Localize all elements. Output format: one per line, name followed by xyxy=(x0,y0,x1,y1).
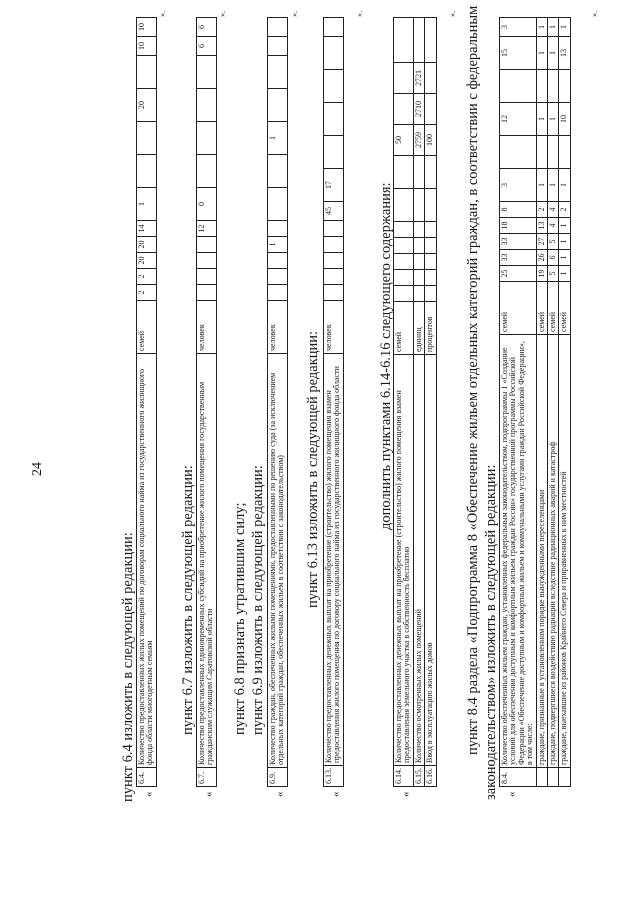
value-cell xyxy=(197,269,217,285)
value-cell xyxy=(394,156,414,189)
value-cell xyxy=(394,270,414,286)
value-cell xyxy=(268,221,288,237)
value-cell xyxy=(324,253,344,269)
value-cell xyxy=(413,222,424,238)
value-cell xyxy=(268,89,288,122)
value-cell xyxy=(413,156,424,189)
row-unit: процентов xyxy=(425,302,436,355)
quote-open: « xyxy=(400,791,412,797)
value-cell: 1 xyxy=(536,18,547,37)
value-cell xyxy=(268,18,288,37)
caption-6-9: пункт 6.9 изложить в следующей редакции: xyxy=(250,465,266,735)
value-cell xyxy=(324,237,344,253)
quote-open: « xyxy=(274,791,286,797)
row-unit: семей xyxy=(547,282,558,335)
value-cell xyxy=(324,37,344,70)
caption-6-13: пункт 6.13 изложить в следующей редакции: xyxy=(305,330,321,608)
row-number: 6.7. xyxy=(197,768,217,787)
value-cell: 4 xyxy=(547,218,558,234)
value-cell: 12 xyxy=(500,103,537,136)
value-cell: 27 xyxy=(536,234,547,250)
table-row xyxy=(547,18,558,787)
value-cell xyxy=(394,18,414,63)
value-cell: 45 xyxy=(324,202,344,221)
value-cell: 1 xyxy=(559,218,570,234)
quote-open: « xyxy=(143,791,155,797)
table-row xyxy=(425,18,436,787)
value-cell xyxy=(500,136,537,169)
table-6-13 xyxy=(323,17,344,787)
value-cell: 14 xyxy=(137,221,157,237)
value-cell: 17 xyxy=(324,169,344,202)
value-cell: 50 xyxy=(394,125,414,156)
value-cell xyxy=(197,89,217,122)
value-cell xyxy=(197,56,217,89)
quote-open: « xyxy=(330,791,342,797)
value-cell xyxy=(536,70,547,103)
row-name: Количество обеспеченных жильем граждан, установленных федеральным законодательством, подпрограммы 1 «Создание условий для обеспечения доступным и комфортным жильем граждан России» государственной программы Российской Федерации «Обеспечение доступным и комфортным жильем и коммунальными услугами граждан Российской Федерации», в том числе: xyxy=(500,335,537,768)
value-cell: 20 xyxy=(137,237,157,253)
row-name: Количество предоставленных жилых помещений по договорам социального найма из государственного жилищного фонда области многодетным семьям xyxy=(137,354,157,768)
value-cell: 2 xyxy=(137,285,157,301)
value-cell xyxy=(268,253,288,269)
value-cell xyxy=(324,269,344,285)
value-cell xyxy=(413,286,424,302)
value-cell xyxy=(425,254,436,270)
value-cell xyxy=(394,222,414,238)
table-row xyxy=(413,18,424,787)
value-cell: 6 xyxy=(547,250,558,266)
value-cell: 20 xyxy=(137,89,157,122)
quote-open: « xyxy=(506,791,518,797)
value-cell xyxy=(197,155,217,188)
row-number xyxy=(559,768,570,787)
caption-8-4-line2: законодательством» изложить в следующей редакции: xyxy=(483,464,499,800)
value-cell: 1 xyxy=(268,122,288,155)
value-cell: 1 xyxy=(536,103,547,136)
row-name: граждане, выехавшие из районов Крайнего Севера и приравненных к ним местностей xyxy=(559,335,570,768)
value-cell: 33 xyxy=(500,234,537,250)
value-cell xyxy=(324,18,344,37)
table-row xyxy=(559,18,570,787)
value-cell xyxy=(425,63,436,94)
row-unit: человек xyxy=(324,301,344,354)
caption-6-4: пункт 6.4 изложить в следующей редакции: xyxy=(120,532,136,802)
row-name: Количество осмотренных жилых помещений xyxy=(413,355,424,766)
row-unit: семей xyxy=(500,282,537,335)
row-number xyxy=(547,768,558,787)
row-number: 6.15. xyxy=(413,766,424,787)
row-number: 6.14. xyxy=(394,766,414,787)
value-cell: 2759 xyxy=(413,125,424,156)
row-number: 8.4. xyxy=(500,768,537,787)
value-cell: 33 xyxy=(500,250,537,266)
table-row xyxy=(394,18,414,787)
row-name: Количество предоставленных единовременных субсидий на приобретение жилого помещения государственным гражданским служащим Саратовской области xyxy=(197,354,217,768)
value-cell xyxy=(137,122,157,155)
value-cell xyxy=(413,270,424,286)
value-cell: 1 xyxy=(547,37,558,70)
value-cell xyxy=(324,103,344,136)
value-cell xyxy=(559,136,570,169)
value-cell xyxy=(197,237,217,253)
row-number xyxy=(536,768,547,787)
value-cell: 5 xyxy=(547,234,558,250)
value-cell: 4 xyxy=(547,202,558,218)
value-cell xyxy=(268,269,288,285)
value-cell xyxy=(268,285,288,301)
quote-close: ». xyxy=(355,11,364,17)
quote-close: ». xyxy=(590,11,599,17)
row-unit: семей xyxy=(536,282,547,335)
value-cell xyxy=(413,18,424,63)
row-unit: семей xyxy=(394,302,414,355)
value-cell: 5 xyxy=(547,266,558,282)
value-cell: 100 xyxy=(425,125,436,156)
table-row xyxy=(500,18,537,787)
value-cell xyxy=(547,70,558,103)
table-row xyxy=(324,18,344,787)
value-cell xyxy=(425,189,436,222)
row-name: Количество предоставленных денежных выплат на приобретение (строительство) жилого помещения взамен предоставления жилого помещения по договору социального найма из государственного жилищного фонда области xyxy=(324,354,344,766)
value-cell xyxy=(324,70,344,103)
value-cell: 1 xyxy=(559,169,570,202)
value-cell: 3 xyxy=(500,18,537,37)
quote-close: ». xyxy=(158,11,167,17)
value-cell: 13 xyxy=(536,218,547,234)
quote-close: ». xyxy=(218,11,227,17)
value-cell: 15 xyxy=(500,37,537,70)
value-cell: 10 xyxy=(137,18,157,37)
value-cell: 1 xyxy=(547,169,558,202)
value-cell xyxy=(324,136,344,169)
table-6-9 xyxy=(267,17,288,787)
row-name: граждане, признанные в установленном порядке вынужденными переселенцами xyxy=(536,335,547,768)
value-cell: 1 xyxy=(547,18,558,37)
value-cell xyxy=(559,70,570,103)
quote-open: « xyxy=(203,791,215,797)
value-cell: 10 xyxy=(137,37,157,56)
quote-close: ». xyxy=(290,11,299,17)
page-number: 24 xyxy=(30,462,45,476)
value-cell xyxy=(413,238,424,254)
value-cell: 3 xyxy=(500,169,537,202)
row-name: Количество предоставленных денежных выплат на приобретение (строительство) жилого помещения взамен предоставления земельного участка в собственность бесплатно xyxy=(394,355,414,766)
table-6-14-6-16 xyxy=(393,17,437,787)
value-cell xyxy=(324,285,344,301)
value-cell xyxy=(268,155,288,188)
value-cell xyxy=(425,156,436,189)
value-cell: 1 xyxy=(559,18,570,37)
value-cell xyxy=(394,254,414,270)
row-number: 6.4. xyxy=(137,768,157,787)
row-unit: семей xyxy=(559,282,570,335)
table-row xyxy=(536,18,547,787)
caption-8-4-line1: пункт 8.4 раздела «Подпрограмма 8 «Обеспечение жильем отдельных категорий граждан, в соответствии с федеральным xyxy=(465,5,481,755)
row-number: 6.13. xyxy=(324,766,344,787)
value-cell: 1 xyxy=(559,250,570,266)
value-cell xyxy=(425,18,436,63)
table-row xyxy=(137,18,157,787)
table-8-4 xyxy=(499,17,571,787)
value-cell xyxy=(413,254,424,270)
value-cell: 19 xyxy=(536,266,547,282)
row-unit: человек xyxy=(197,301,217,354)
value-cell xyxy=(324,221,344,237)
value-cell xyxy=(425,270,436,286)
value-cell: 1 xyxy=(268,237,288,253)
value-cell xyxy=(197,285,217,301)
value-cell xyxy=(394,189,414,222)
value-cell xyxy=(197,253,217,269)
value-cell xyxy=(197,122,217,155)
value-cell xyxy=(137,155,157,188)
value-cell: 2 xyxy=(137,269,157,285)
table-6-7 xyxy=(196,17,217,787)
value-cell: 13 xyxy=(559,37,570,70)
value-cell: 1 xyxy=(536,37,547,70)
row-number: 6.16. xyxy=(425,766,436,787)
value-cell xyxy=(425,222,436,238)
table-6-4 xyxy=(136,17,157,787)
caption-6-8: пункт 6.8 признать утратившим силу; xyxy=(232,502,248,735)
value-cell: 25 xyxy=(500,266,537,282)
value-cell: 8 xyxy=(500,202,537,218)
value-cell: 6 xyxy=(197,37,217,56)
value-cell: 18 xyxy=(500,218,537,234)
value-cell: 2 xyxy=(536,202,547,218)
quote-close: ». xyxy=(448,11,457,17)
value-cell: 6 xyxy=(197,18,217,37)
value-cell xyxy=(268,37,288,56)
value-cell xyxy=(268,188,288,221)
value-cell xyxy=(547,136,558,169)
table-row xyxy=(268,18,288,787)
value-cell xyxy=(500,70,537,103)
value-cell: 1 xyxy=(137,188,157,221)
row-number: 6.9. xyxy=(268,768,288,787)
row-name: граждане, подвергшиеся воздействию радиации вследствие радиационных аварий и катастроф xyxy=(547,335,558,768)
value-cell xyxy=(394,286,414,302)
value-cell: 1 xyxy=(559,266,570,282)
caption-6-7: пункт 6.7 изложить в следующей редакции: xyxy=(180,465,196,735)
value-cell: 12 xyxy=(197,221,217,237)
value-cell: 1 xyxy=(547,103,558,136)
value-cell: 1 xyxy=(559,234,570,250)
value-cell: 2710 xyxy=(413,94,424,125)
value-cell: 2 xyxy=(559,202,570,218)
value-cell: 0 xyxy=(197,188,217,221)
value-cell xyxy=(425,94,436,125)
value-cell xyxy=(268,56,288,89)
value-cell xyxy=(425,238,436,254)
value-cell xyxy=(394,94,414,125)
value-cell xyxy=(137,56,157,89)
value-cell: 1 xyxy=(536,169,547,202)
value-cell: 2721 xyxy=(413,63,424,94)
value-cell xyxy=(536,136,547,169)
row-unit: семей xyxy=(137,301,157,354)
value-cell xyxy=(394,238,414,254)
value-cell: 20 xyxy=(137,253,157,269)
caption-6-14: дополнить пунктами 6.14-6.16 следующего содержания: xyxy=(378,182,394,530)
row-unit: единиц xyxy=(413,302,424,355)
row-name: Количество граждан, обеспеченных жилыми помещениями, предоставленными по решению суда (за исключением отдельных категорий граждан, обеспеченных жильем в соответствии с законодательством) xyxy=(268,354,288,768)
value-cell: 10 xyxy=(559,103,570,136)
value-cell: 26 xyxy=(536,250,547,266)
value-cell xyxy=(394,63,414,94)
row-unit: человек xyxy=(268,301,288,354)
value-cell xyxy=(425,286,436,302)
value-cell xyxy=(413,189,424,222)
table-row xyxy=(197,18,217,787)
row-name: Ввод в эксплуатацию жилых домов xyxy=(425,355,436,766)
